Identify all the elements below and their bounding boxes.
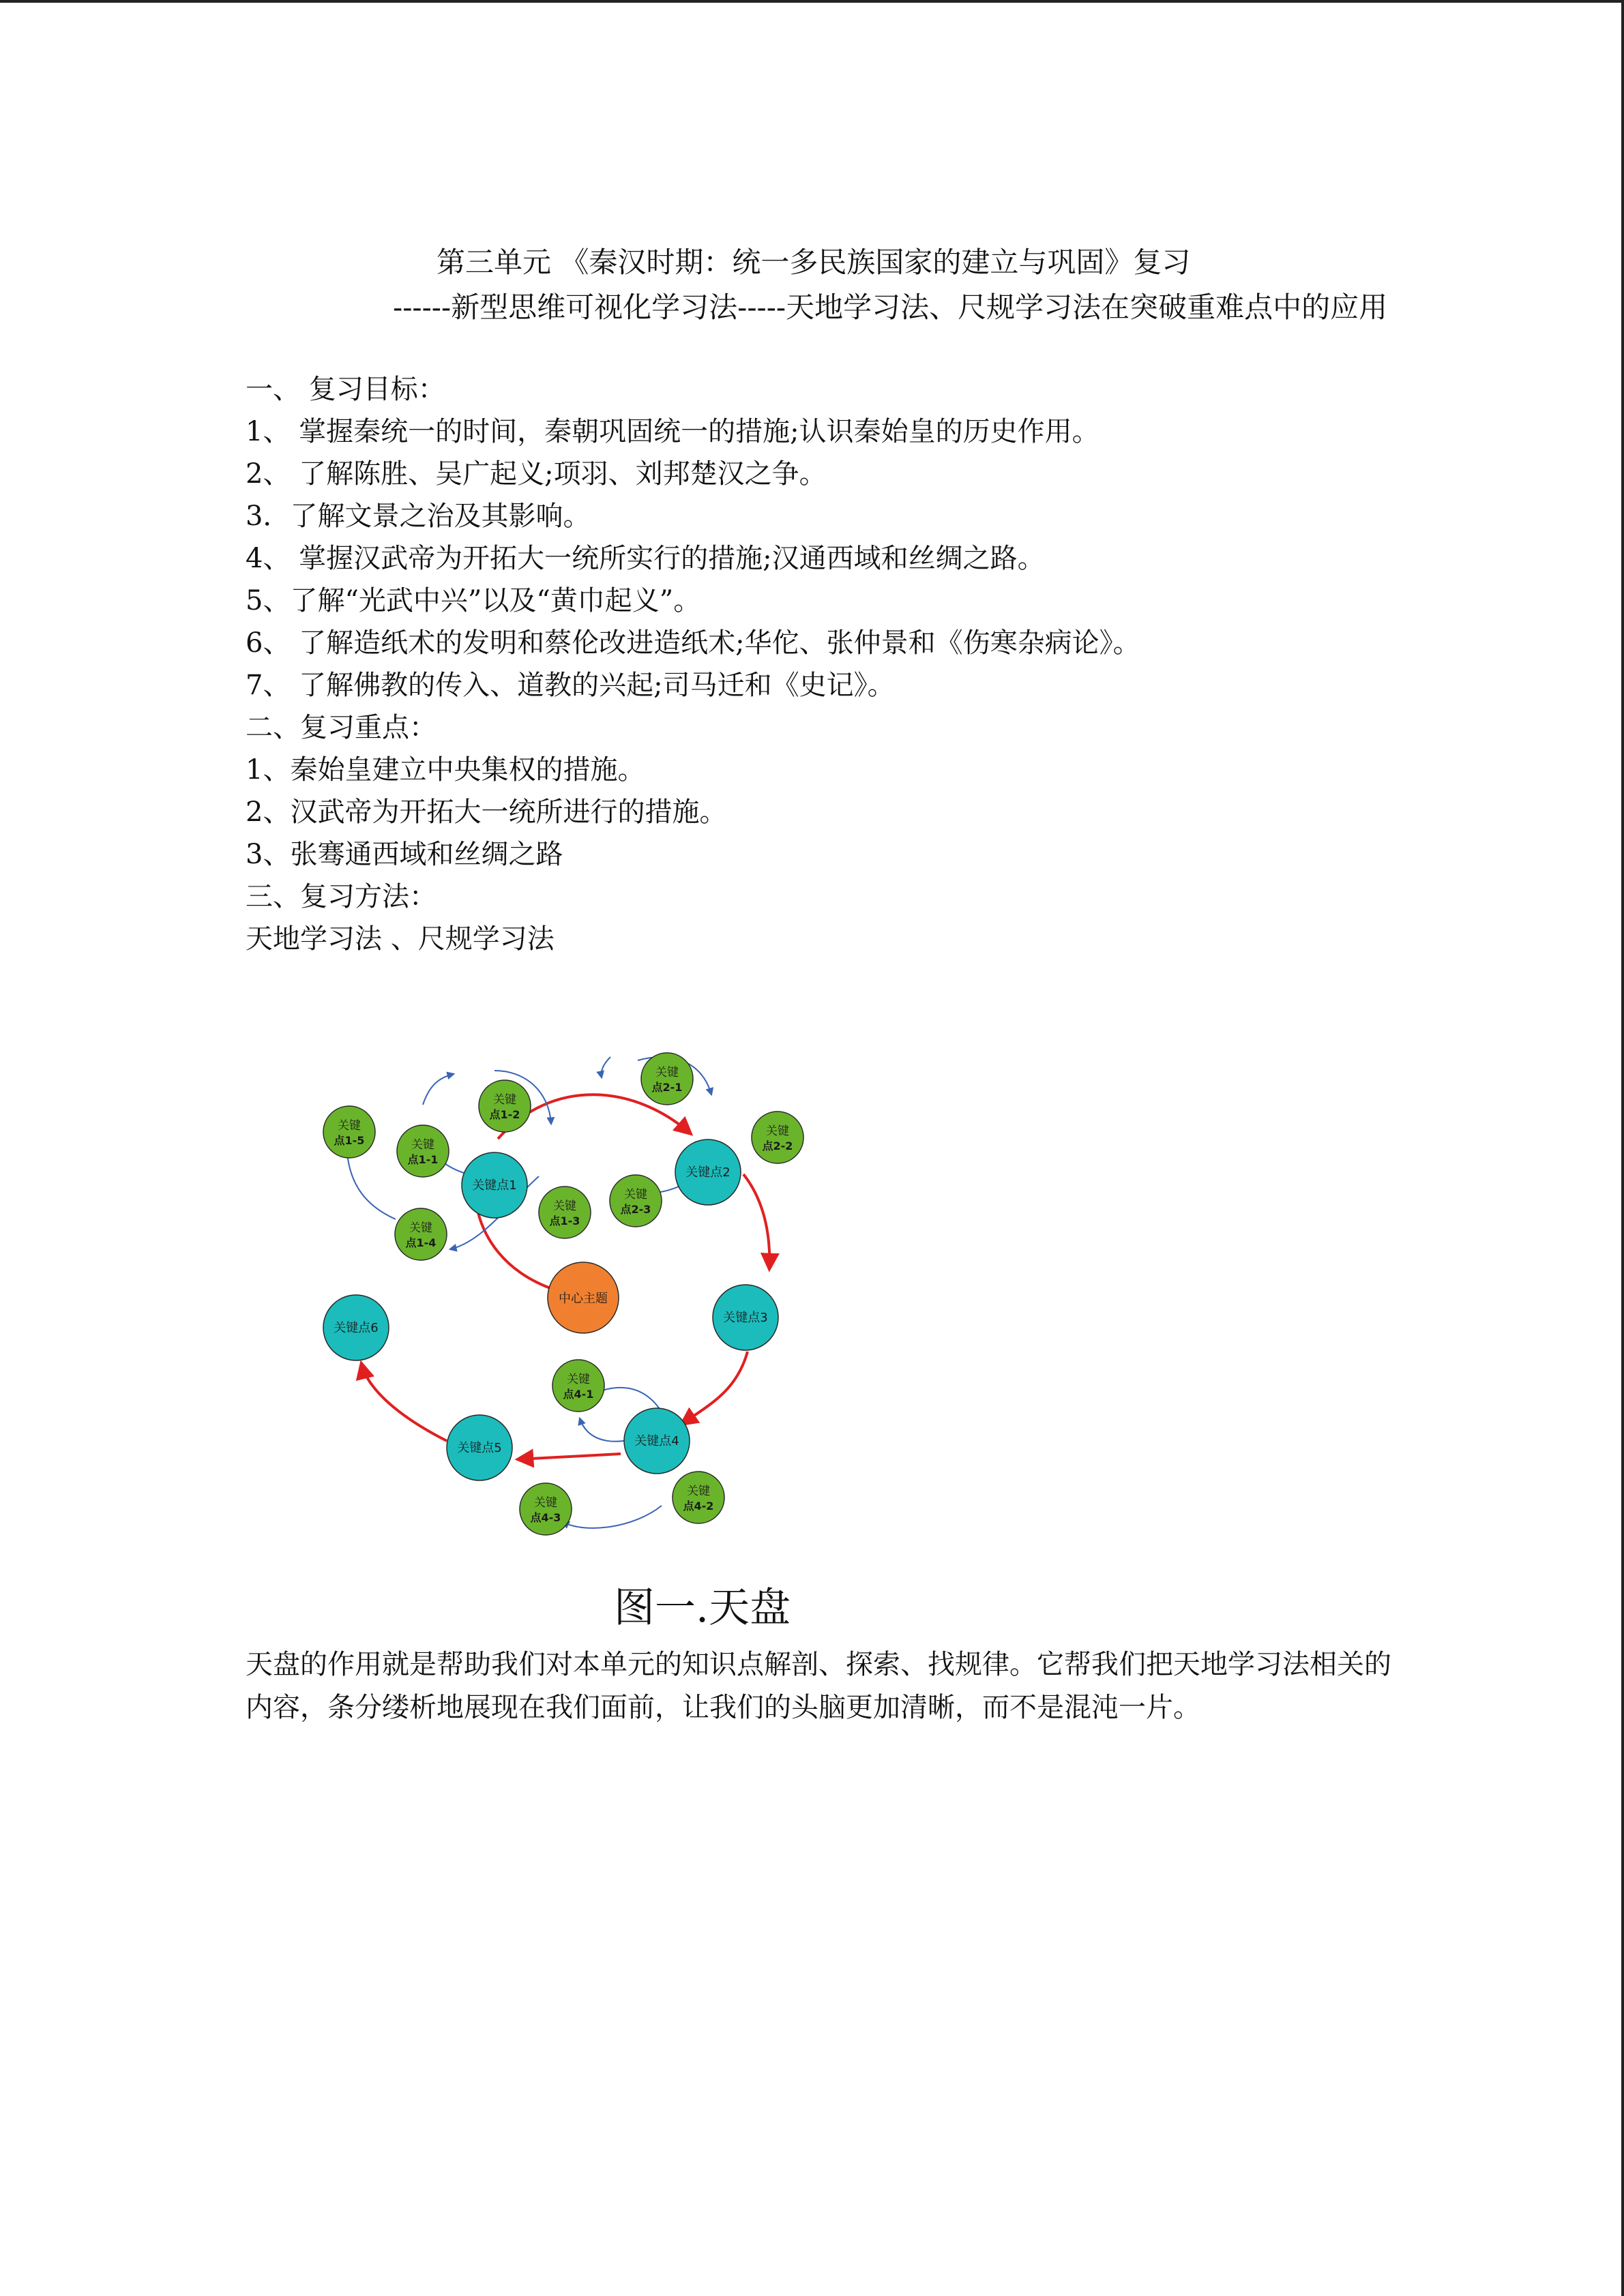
sub-node-label-bottom: 点2-1	[651, 1081, 683, 1094]
goal-item: 5、了解“光武中兴”以及“黄巾起义”。	[246, 585, 701, 616]
sub-node-label-top: 关键	[338, 1119, 361, 1133]
key-node-label: 关键点1	[472, 1178, 517, 1193]
arrow-key2-to-key3	[743, 1174, 769, 1268]
goal-item: 6、 了解造纸术的发明和蔡伦改进造纸术;华佗、张仲景和《伤寒杂病论》。	[246, 627, 1140, 659]
goal-item: 1、 掌握秦统一的时间，秦朝巩固统一的措施;认识秦始皇的历史作用。	[246, 416, 1099, 447]
sub-node-label-top: 关键	[655, 1066, 679, 1079]
diagram-nodes	[323, 1053, 803, 1535]
figure-caption: 图一.天盘	[614, 1584, 791, 1632]
key-point-item: 1、秦始皇建立中央集权的措施。	[246, 754, 645, 786]
sub-node-label-top: 关键	[553, 1199, 576, 1213]
sub-node-label-top: 关键	[534, 1496, 557, 1510]
key-node-label: 关键点2	[685, 1165, 730, 1180]
key-node-label: 关键点4	[634, 1434, 679, 1448]
sub-node-label-top: 关键	[567, 1373, 590, 1386]
sub-node-label-top: 关键	[687, 1485, 710, 1498]
methods-text: 天地学习法 、尺规学习法	[246, 923, 555, 955]
goal-item: 4、 掌握汉武帝为开拓大一统所实行的措施;汉通西域和丝绸之路。	[246, 543, 1045, 574]
page-right-border	[1621, 0, 1624, 2296]
arrow-key4-to-key5	[518, 1454, 621, 1459]
sub-node-label-bottom: 点1-1	[407, 1153, 439, 1166]
goal-item: 7、 了解佛教的传入、道教的兴起;司马迁和《史记》。	[246, 670, 895, 701]
sub-node-label-top: 关键	[411, 1138, 434, 1152]
center-topic-label: 中心主题	[559, 1292, 608, 1306]
sub-node-label-bottom: 点1-5	[334, 1134, 365, 1147]
key-node-label: 关键点3	[723, 1311, 768, 1325]
key-node-label: 关键点6	[334, 1321, 379, 1335]
key-point-item: 2、汉武帝为开拓大一统所进行的措施。	[246, 796, 727, 828]
sub-node-label-bottom: 点4-1	[563, 1388, 594, 1401]
sub-node-label-bottom: 点1-4	[405, 1236, 437, 1249]
document-subtitle: ------新型思维可视化学习法-----天地学习法、尺规学习法在突破重难点中的应用	[393, 290, 1388, 324]
goal-item: 2、 了解陈胜、吴广起义;项羽、刘邦楚汉之争。	[246, 458, 827, 490]
sub-node-label-top: 关键	[493, 1093, 516, 1107]
sub-node-label-top: 关键	[766, 1124, 789, 1138]
sub-node-label-top: 关键	[409, 1221, 432, 1235]
page-top-border	[0, 0, 1624, 3]
arrow-key5-to-key6	[361, 1364, 447, 1441]
arrow-key3-to-key4	[682, 1352, 748, 1424]
key-node-label: 关键点5	[457, 1441, 502, 1455]
sub-node-label-bottom: 点4-2	[683, 1500, 714, 1512]
sub-node-label-top: 关键	[624, 1188, 647, 1202]
key-point-item: 3、张骞通西域和丝绸之路	[246, 839, 563, 870]
sub-node-label-bottom: 点2-2	[762, 1139, 793, 1152]
review-outline	[246, 368, 1419, 960]
sub-node-label-bottom: 点1-3	[549, 1214, 580, 1227]
document-title: 第三单元 《秦汉时期：统一多民族国家的建立与巩固》复习	[437, 245, 1191, 279]
sub-node-label-bottom: 点2-3	[620, 1203, 651, 1216]
section-heading-key-points: 二、复习重点：	[246, 712, 437, 743]
explanation-paragraph: 天盘的作用就是帮助我们对本单元的知识点解剖、探索、找规律。它帮我们把天地学习法相关的内容，条分缕析地展现在我们面前，让我们的头脑更加清晰，而不是混沌一片。	[246, 1649, 1391, 1723]
section-heading-methods: 三、复习方法：	[246, 881, 437, 912]
sub-node-label-bottom: 点4-3	[530, 1511, 561, 1524]
tianpan-diagram	[293, 1037, 853, 1541]
goal-item: 3．了解文景之治及其影响。	[246, 501, 591, 532]
section-heading-goals: 一、 复习目标：	[246, 374, 445, 405]
sub-node-label-bottom: 点1-2	[489, 1108, 520, 1121]
